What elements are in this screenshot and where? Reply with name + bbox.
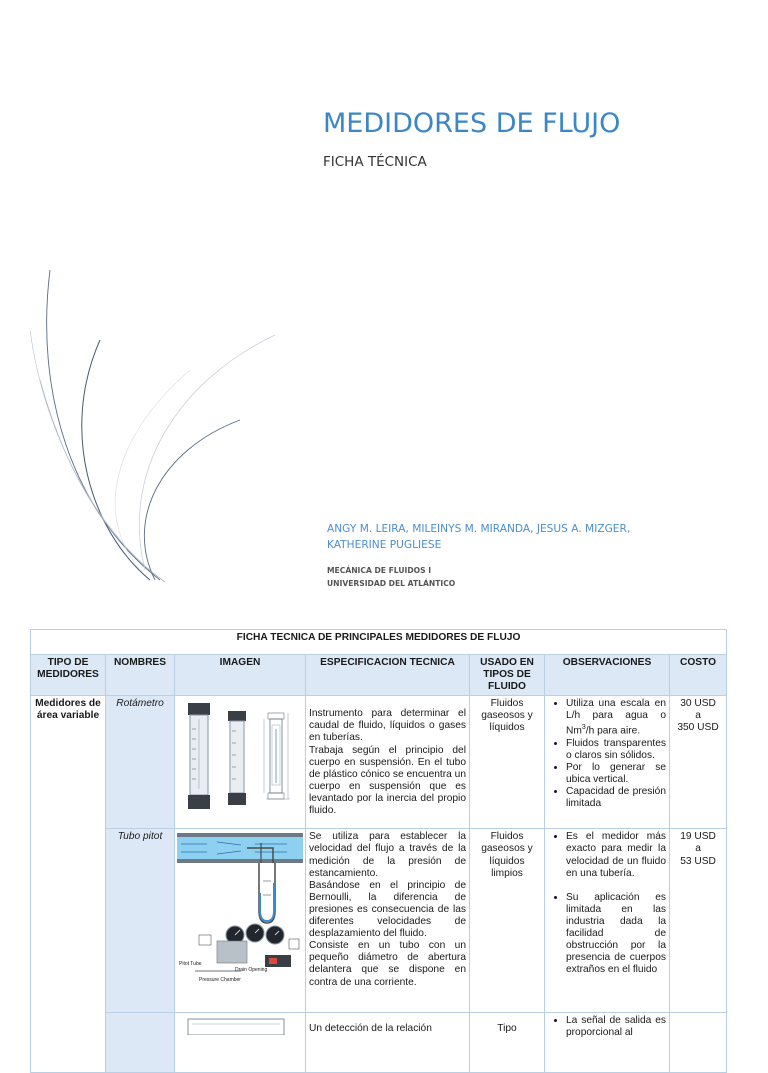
cost-cell (670, 696, 727, 829)
course-info (327, 565, 455, 590)
observation-item: • Fluidos transparentes o claros sin sólidos. (566, 738, 666, 762)
table-row (31, 696, 727, 829)
authors: ANGY M. LEIRA, MILEINYS M. MIRANDA, JESUS A. MIZGER, KATHERINE PUGLIESE (327, 523, 631, 551)
cost-from: 19 USD (680, 831, 716, 843)
fluid-type: Fluidos gaseosos y líquidos limpios (481, 831, 533, 879)
header-observaciones: OBSERVACIONES (545, 655, 670, 696)
cost-separator: a (695, 710, 701, 722)
image-cell (175, 1013, 306, 1073)
pitot-tube-image (177, 831, 303, 987)
meter-name: Tubo pitot (117, 831, 163, 843)
fluid-cell (470, 829, 545, 1013)
cost-to: 350 USD (677, 722, 719, 734)
drain-label: Drain Opening (235, 967, 268, 974)
name-cell (106, 696, 175, 829)
chamber-label: Pressure Chamber (199, 977, 241, 984)
table-title: FICHA TECNICA DE PRINCIPALES MEDIDORES DE FLUJO (31, 630, 727, 655)
observation-item: • Es el medidor más exacto para medir la velocidad de un fluido en una tubería. (566, 831, 666, 879)
fluid-cell (470, 696, 545, 829)
header-usado: USADO EN TIPOS DE FLUIDO (470, 655, 545, 696)
header-tipo: TIPO DE MEDIDORES (31, 655, 106, 696)
spec-line: Instrumento para determinar el caudal de fluido, líquidos o gases en tuberías. (309, 708, 466, 744)
header-costo: COSTO (670, 655, 727, 696)
table-title-row (31, 630, 727, 655)
spec-line: Trabaja según el principio del cuerpo en suspensión. En el tubo de plástico cónico se encuentra un cuerpo en suspensión que es levantado por la inercia del propio fluido. (309, 744, 466, 817)
meter-image-partial (178, 1015, 288, 1035)
observation-item: • Capacidad de presión limitada (566, 786, 666, 810)
rotameter-image (178, 699, 302, 821)
header-nombres: NOMBRES (106, 655, 175, 696)
observation-item: • Por lo generar se ubica vertical. (566, 762, 666, 786)
cost-from: 30 USD (680, 698, 716, 710)
spec-table (30, 629, 727, 1073)
observations-cell (545, 696, 670, 829)
name-cell (106, 829, 175, 1013)
table-row (31, 1013, 727, 1073)
name-cell (106, 1013, 175, 1073)
spec-line: Se utiliza para establecer la velocidad del flujo a través de la medición de la presión de estancamiento. (309, 831, 466, 879)
spec-line: Basándose en el principio de Bernoulli, la diferencia de presiones es consecuencia de las diferentes velocidades de desplazamiento del fluido. (309, 879, 466, 940)
document-title: MEDIDORES DE FLUJO (323, 108, 621, 139)
group-cell (31, 696, 106, 1073)
course-name: MECÁNICA DE FLUIDOS I (327, 566, 432, 575)
fluid-type: Tipo (497, 1023, 517, 1035)
observations-cell (545, 829, 670, 1013)
spec-cell (306, 696, 470, 829)
cost-cell (670, 1013, 727, 1073)
group-label: Medidores de área variable (35, 698, 101, 722)
header-especificacion: ESPECIFICACION TECNICA (306, 655, 470, 696)
cost-separator: a (695, 843, 701, 855)
observation-item: • Utiliza una escala en L/h para agua o Nm$^3$/h para aire. (566, 698, 666, 738)
table-row (31, 829, 727, 1013)
observations-cell (545, 1013, 670, 1073)
spec-line: Consiste en un tubo con un pequeño diámetro de abertura delantera que se dispone en contra de una corriente. (309, 940, 466, 988)
observation-item: • La señal de salida es proporcional al (566, 1015, 666, 1039)
meter-name: Rotámetro (116, 698, 164, 710)
cost-cell (670, 829, 727, 1013)
decorative-swoosh-lines (30, 270, 290, 590)
header-imagen: IMAGEN (175, 655, 306, 696)
spec-cell (306, 1013, 470, 1073)
observation-spacer (566, 880, 666, 892)
observation-item: • Su aplicación es limitada en las industria dada la facilidad de obstrucción por la presencia de cuerpos extraños en el fluido (566, 892, 666, 977)
pitot-label: Pitot Tube (179, 961, 202, 968)
document-subtitle: FICHA TÉCNICA (323, 154, 427, 170)
spec-cell (306, 829, 470, 1013)
cost-to: 53 USD (680, 855, 716, 867)
image-cell (175, 829, 306, 1013)
table-header-row (31, 655, 727, 696)
image-cell (175, 696, 306, 829)
university-name: UNIVERSIDAD DEL ATLÁNTICO (327, 578, 456, 588)
spec-line: Un detección de la relación (309, 1023, 432, 1035)
fluid-cell (470, 1013, 545, 1073)
fluid-type: Fluidos gaseosos y líquidos (481, 698, 533, 734)
